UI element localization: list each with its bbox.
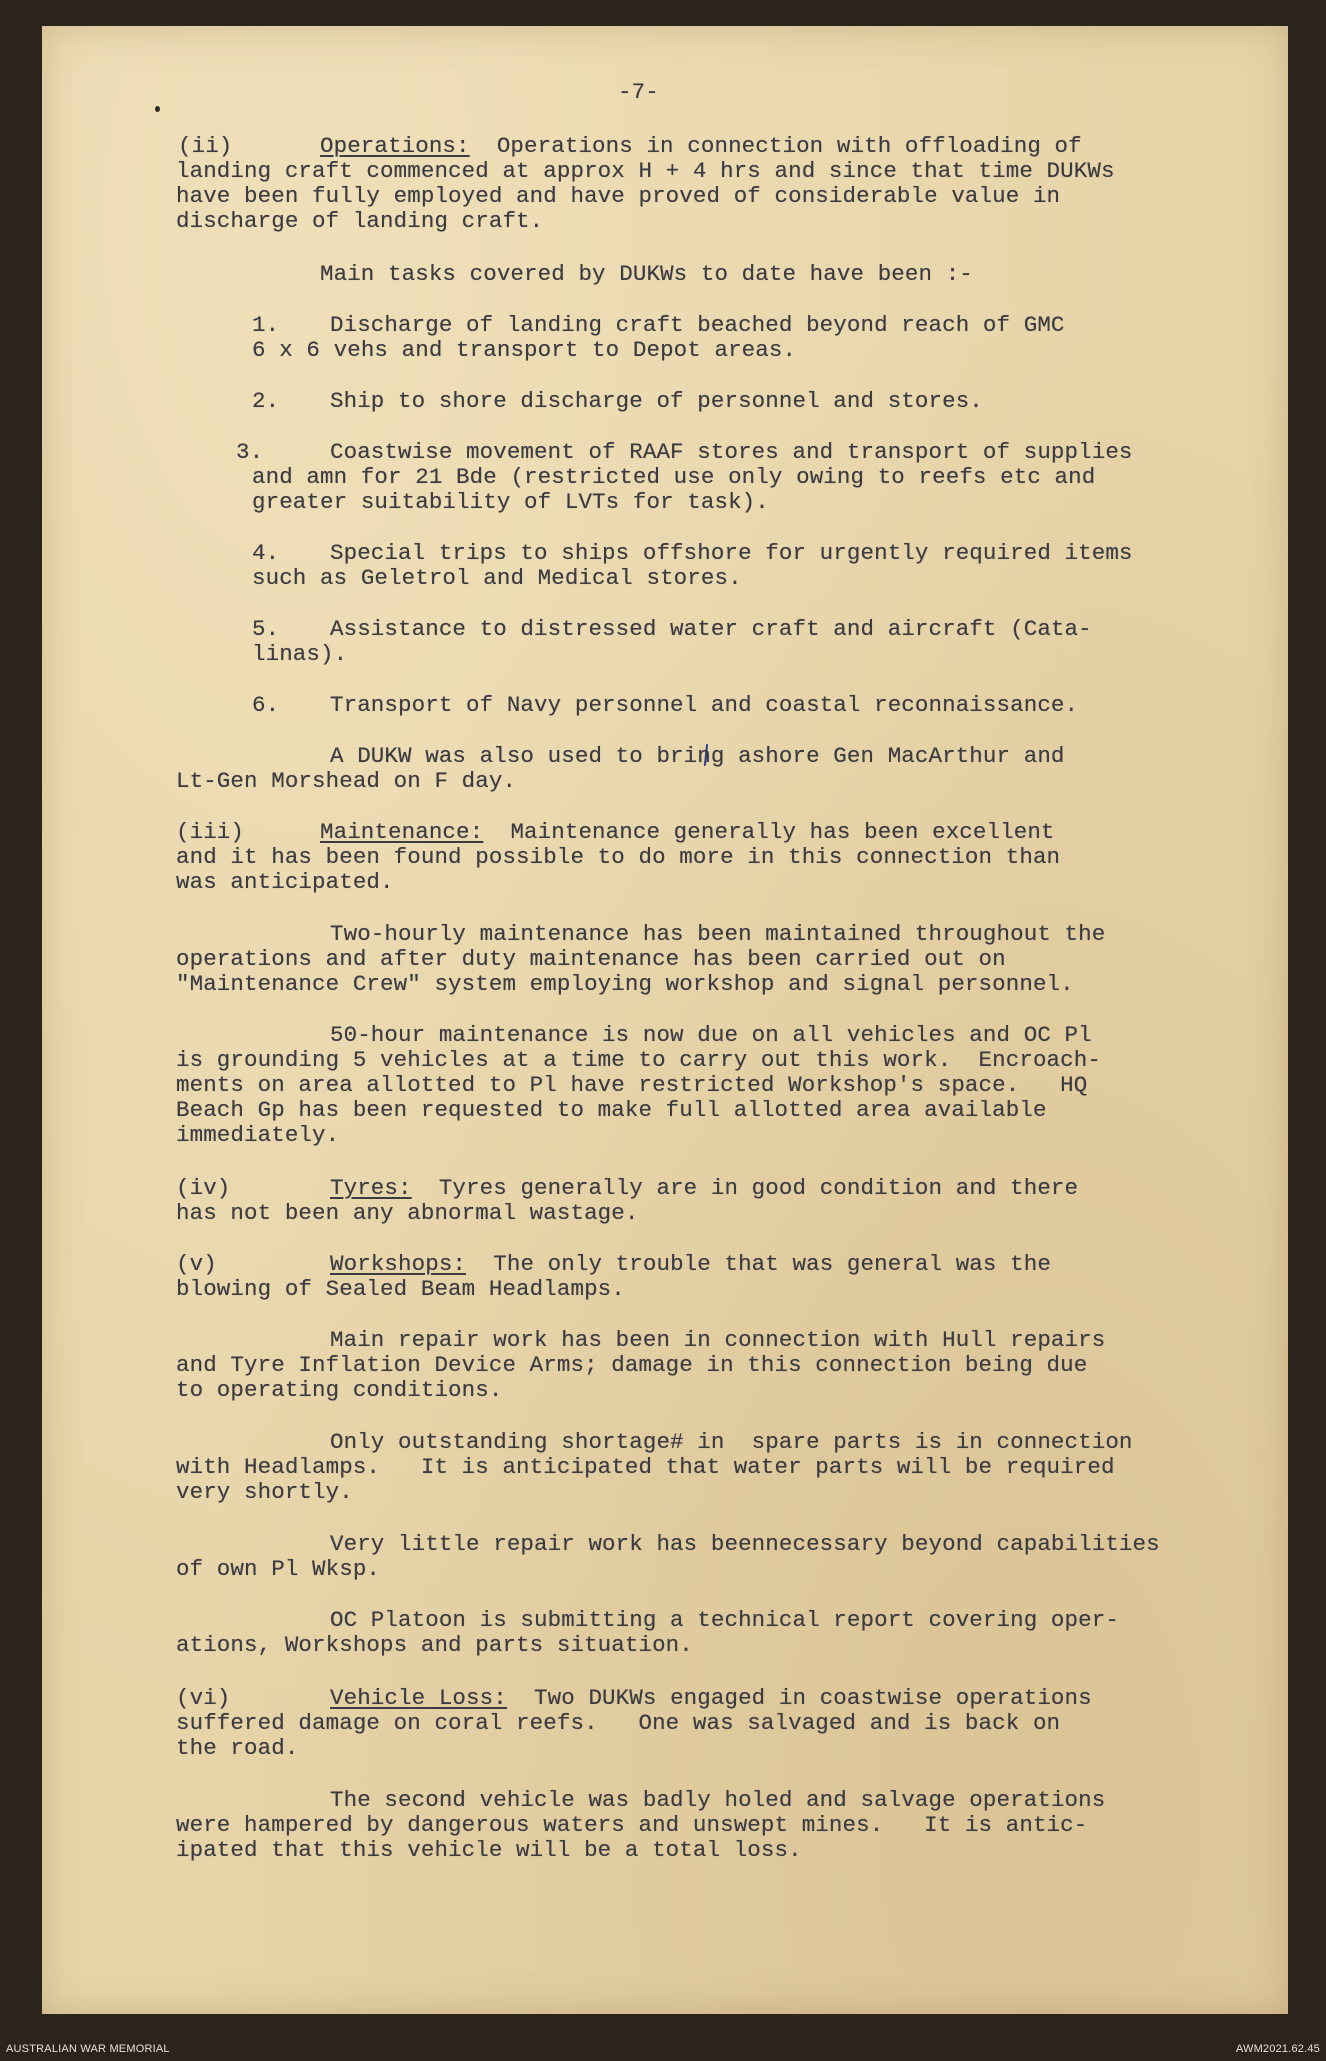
task-number: 1.	[252, 312, 280, 338]
task-number: 2.	[252, 388, 280, 414]
task-line: Discharge of landing craft beached beyond reach of GMC	[330, 312, 1065, 338]
section-iii-line: and it has been found possible to do more in this connection than	[176, 844, 1061, 870]
archive-footer-right: AWM2021.62.45	[1235, 2043, 1320, 2055]
section-iii-p2-line: operations and after duty maintenance has been carried out on	[176, 946, 1006, 972]
section-iii-line: was anticipated.	[176, 869, 394, 895]
section-ii-number: (ii)	[178, 133, 233, 159]
task-number: 4.	[252, 540, 280, 566]
section-ii-line: have been fully employed and have proved of considerable value in	[176, 183, 1061, 209]
section-vi-number: (vi)	[176, 1685, 231, 1711]
section-v-p2-line: to operating conditions.	[176, 1377, 503, 1403]
section-iii-p2-line: "Maintenance Crew" system employing workshop and signal personnel.	[176, 971, 1074, 997]
section-iii-p3-line: is grounding 5 vehicles at a time to carry out this work. Encroach-	[176, 1047, 1101, 1073]
task-line: Special trips to ships offshore for urgently required items	[330, 540, 1133, 566]
section-ii-line: discharge of landing craft.	[176, 208, 544, 234]
tasks-intro: Main tasks covered by DUKWs to date have been :-	[320, 261, 973, 287]
section-iv-first-line	[330, 1176, 1078, 1202]
section-vi-heading: Vehicle Loss:	[330, 1685, 507, 1711]
section-v-p4-line: Very little repair work has beennecessary beyond capabilities	[330, 1531, 1160, 1557]
section-vi-first-line	[330, 1686, 1092, 1712]
section-iii-p2-line: Two-hourly maintenance has been maintained throughout the	[330, 921, 1106, 947]
section-vi-p2-line: were hampered by dangerous waters and unswept mines. It is antic-	[176, 1812, 1088, 1838]
task-number: 6.	[252, 692, 280, 718]
section-vi-line: the road.	[176, 1735, 299, 1761]
task-line: Transport of Navy personnel and coastal reconnaissance.	[330, 692, 1079, 718]
section-ii-first-line	[320, 134, 1082, 160]
section-vi-p2-line: The second vehicle was badly holed and salvage operations	[330, 1787, 1106, 1813]
section-v-p5-line: ations, Workshops and parts situation.	[176, 1632, 693, 1658]
section-iv-lead: Tyres generally are in good condition and there	[411, 1175, 1079, 1201]
section-v-first-line	[330, 1252, 1051, 1278]
section-v-p2-line: and Tyre Inflation Device Arms; damage in this connection being due	[176, 1352, 1088, 1378]
ink-dot	[155, 106, 160, 112]
task-line: greater suitability of LVTs for task).	[252, 489, 769, 515]
section-v-p3-line: with Headlamps. It is anticipated that water parts will be required	[176, 1454, 1115, 1480]
task-line: and amn for 21 Bde (restricted use only owing to reefs etc and	[252, 464, 1096, 490]
archive-footer-left: AUSTRALIAN WAR MEMORIAL	[6, 2043, 170, 2055]
section-ii-heading: Operations:	[320, 133, 470, 159]
section-iii-p3-line: Beach Gp has been requested to make full allotted area available	[176, 1097, 1047, 1123]
task-line: linas).	[252, 641, 348, 667]
section-v-p3-line: very shortly.	[176, 1479, 353, 1505]
page-number: -7-	[618, 79, 659, 105]
section-v-number: (v)	[176, 1251, 217, 1277]
section-iv-heading: Tyres:	[330, 1175, 412, 1201]
task-line: Assistance to distressed water craft and aircraft (Cata-	[330, 616, 1092, 642]
task-number: 5.	[252, 616, 280, 642]
section-v-line: blowing of Sealed Beam Headlamps.	[176, 1276, 625, 1302]
section-iii-p3-line: ments on area allotted to Pl have restricted Workshop's space. HQ	[176, 1072, 1088, 1098]
task-line: Coastwise movement of RAAF stores and transport of supplies	[330, 439, 1133, 465]
section-v-p2-line: Main repair work has been in connection with Hull repairs	[330, 1327, 1106, 1353]
task-line: such as Geletrol and Medical stores.	[252, 565, 742, 591]
section-iii-heading: Maintenance:	[320, 819, 484, 845]
section-ii-lead: Operations in connection with offloading of	[469, 133, 1082, 159]
section-vi-p2-line: ipated that this vehicle will be a total loss.	[176, 1837, 802, 1863]
section-iii-number: (iii)	[176, 819, 245, 845]
section-v-p4-line: of own Pl Wksp.	[176, 1556, 381, 1582]
section-iii-first-line	[320, 820, 1055, 846]
section-v-heading: Workshops:	[330, 1251, 467, 1277]
section-ii-line: landing craft commenced at approx H + 4 hrs and since that time DUKWs	[176, 158, 1115, 184]
section-ii-closing: Lt-Gen Morshead on F day.	[176, 768, 517, 794]
section-vi-lead: Two DUKWs engaged in coastwise operations	[506, 1685, 1092, 1711]
section-v-lead: The only trouble that was general was the	[466, 1251, 1051, 1277]
section-iv-line: has not been any abnormal wastage.	[176, 1200, 639, 1226]
section-iv-number: (iv)	[176, 1175, 231, 1201]
section-v-p3-line: Only outstanding shortage# in spare parts is in connection	[330, 1429, 1133, 1455]
task-line: Ship to shore discharge of personnel and stores.	[330, 388, 983, 414]
section-ii-closing: A DUKW was also used to bring ashore Gen MacArthur and	[330, 743, 1065, 769]
task-line: 6 x 6 vehs and transport to Depot areas.	[252, 337, 797, 363]
section-iii-p3-line: 50-hour maintenance is now due on all vehicles and OC Pl	[330, 1022, 1092, 1048]
section-vi-line: suffered damage on coral reefs. One was salvaged and is back on	[176, 1710, 1061, 1736]
section-iii-lead: Maintenance generally has been excellent	[483, 819, 1055, 845]
task-number: 3.	[236, 439, 264, 465]
section-v-p5-line: OC Platoon is submitting a technical report covering oper-	[330, 1607, 1119, 1633]
section-iii-p3-line: immediately.	[176, 1122, 340, 1148]
